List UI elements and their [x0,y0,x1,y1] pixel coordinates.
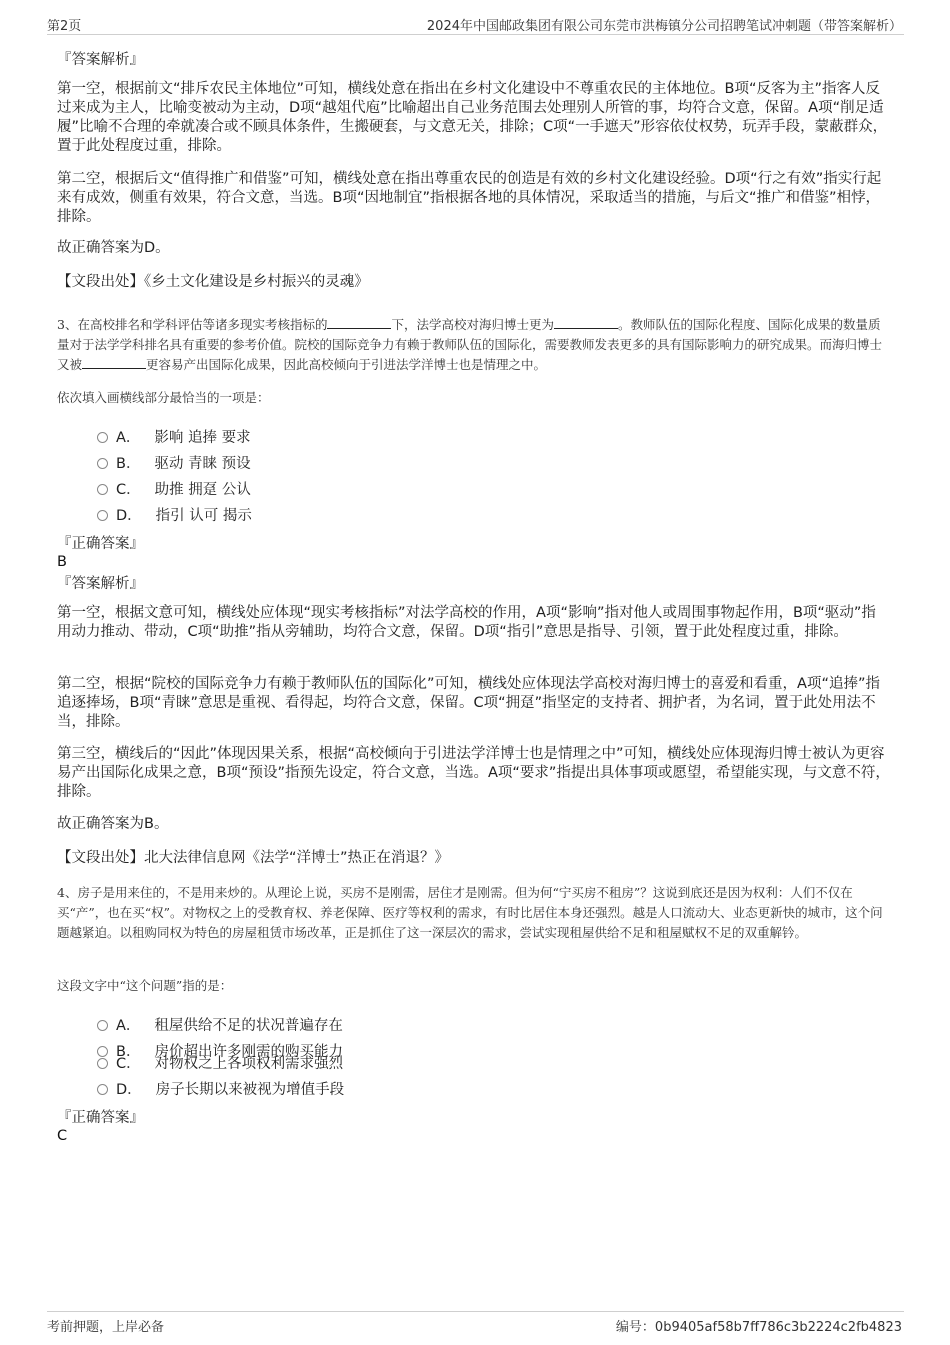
q2-analysis-label: 『答案解析』 [57,52,144,68]
q2-analysis-para1: 第一空，根据前文“排斥农民主体地位”可知，横线处意在指出在乡村文化建设中不尊重农民的主体地位。B项“反客为主”指客人反过来成为主人，比喻变被动为主动，D项“越俎代庖”比喻超出自己业务范围去处理别人所管的事，均符合文意，保留。A项“削足适履”比喻不合理的牵就凑合或不顾具体条件，生搬硬套，与文意无关，排除；C项“一手遮天”形容依仗权势，玩弄手段，蒙蔽群众，置于此处程度过重，排除。 [57,81,888,154]
q3-analysis-para2: 第二空，根据“院校的国际竞争力有赖于教师队伍的国际化”可知，横线处应体现法学高校对海归博士的喜爱和看重，A项“追捧”指追逐捧场，B项“青睐”意思是重视、看得起，均符合文意，保留。C项“拥趸”指坚定的支持者、拥护者，为名词，置于此处用法不当，排除。 [57,676,880,730]
q3-prompt: 依次填入画横线部分最恰当的一项是： [57,390,270,405]
blank-1 [327,316,391,329]
radio-icon[interactable] [97,484,108,495]
radio-icon[interactable] [97,432,108,443]
q3-analysis-para3: 第三空，横线后的“因此”体现因果关系，根据“高校倾向于引进法学洋博士也是情理之中”可知，横线处应体现海归博士被认为更容易产出国际化成果之意，B项“预设”指预先设定，符合文意，当选。A项“要求”指提出具体事项或愿望，希望能实现，与文意不符，排除。 [57,746,890,800]
q4-prompt: 这段文字中“这个问题”指的是： [57,978,233,993]
q4-option-c[interactable]: C． 对物权之上各项权利需求强烈 [97,1052,343,1074]
q3-analysis-para1: 第一空，根据文意可知，横线处应体现“现实考核指标”对法学高校的作用，A项“影响”指对他人或周围事物起作用，B项“驱动”指用动力推动、带动，C项“助推”指从旁辅助，均符合文意，保留。D项“指引”意思是指导、引领，置于此处程度过重，排除。 [57,605,876,640]
radio-icon[interactable] [97,510,108,521]
radio-icon[interactable] [97,458,108,469]
q3-option-b[interactable]: B． 驱动 青睐 预设 [97,452,251,474]
q3-option-c[interactable]: C． 助推 拥趸 公认 [97,478,251,500]
page-number: 第2页 [47,19,82,34]
q3-source: 【文段出处】北大法律信息网《法学“洋博士”热正在消退？》 [57,850,450,866]
q4-answer-label: 『正确答案』 [57,1110,144,1126]
footer-slogan: 考前押题，上岸必备 [47,1320,165,1335]
q3-analysis-label: 『答案解析』 [57,576,144,592]
radio-icon[interactable] [97,1084,108,1095]
blank-3 [82,356,146,369]
q4-option-d[interactable]: D． 房子长期以来被视为增值手段 [97,1078,344,1100]
page-footer [47,1311,904,1336]
q2-conclusion: 故正确答案为D。 [57,240,170,256]
page-header [47,12,904,35]
q4-stem: 4、房子是用来住的，不是用来炒的。从理论上说，买房不是刚需，居住才是刚需。但为何“宁买房不租房”？这说到底还是因为权利：人们不仅在买“产”，也在买“权”。对物权之上的受教育权、养老保障、医疗等权利的需求，有时比居住本身还强烈。越是人口流动大、业态更新快的城市，这个问题越紧迫。以租购同权为特色的房屋租赁市场改革，正是抓住了这一深层次的需求，尝试实现租屋供给不足和租屋赋权不足的双重解钤。 [57,885,883,940]
q4-option-a[interactable]: A． 租屋供给不足的状况普遍存在 [97,1014,343,1036]
q3-answer: B [57,554,67,570]
q4-answer: C [57,1128,68,1144]
document-title: 2024年中国邮政集团有限公司东莞市洪梅镇分公司招聘笔试冲刺题（带答案解析） [426,19,902,34]
radio-icon[interactable] [97,1058,108,1069]
radio-icon[interactable] [97,1020,108,1031]
q3-stem: 3、在高校排名和学科评估等诸多现实考核指标的 下，法学高校对海归博士更为 。教师队伍的国际化程度、国际化成果的数量质量对于法学学科排名具有重要的参考价值。院校的国际竞争力有赖于教师队伍的国际化，需要教师发表更多的具有国际影响力的研究成果。而海归博士又被 更容易产出国际化成果，因此高校倾向于引进法学洋博士也是情理之中。 [57,317,883,372]
q2-source: 【文段出处】《乡土文化建设是乡村振兴的灵魂》 [57,274,369,290]
document-id: 编号：0b9405af58b7ff786c3b2224c2fb4823 [615,1320,902,1335]
q4-option-b[interactable]: B． 房价超出许多刚需的购买能力 [97,1040,343,1062]
q3-answer-label: 『正确答案』 [57,536,144,552]
q2-analysis-para2: 第二空，根据后文“值得推广和借鉴”可知，横线处意在指出尊重农民的创造是有效的乡村文化建设经验。D项“行之有效”指实行起来有成效，侧重有效果，符合文意，当选。B项“因地制宜”指根据各地的具体情况，采取适当的措施，与后文“推广和借鉴”相悖，排除。 [57,171,882,225]
q3-option-a[interactable]: A． 影响 追捧 要求 [97,426,251,448]
blank-2 [554,316,618,329]
q3-conclusion: 故正确答案为B。 [57,816,169,832]
q3-option-d[interactable]: D． 指引 认可 揭示 [97,504,252,526]
